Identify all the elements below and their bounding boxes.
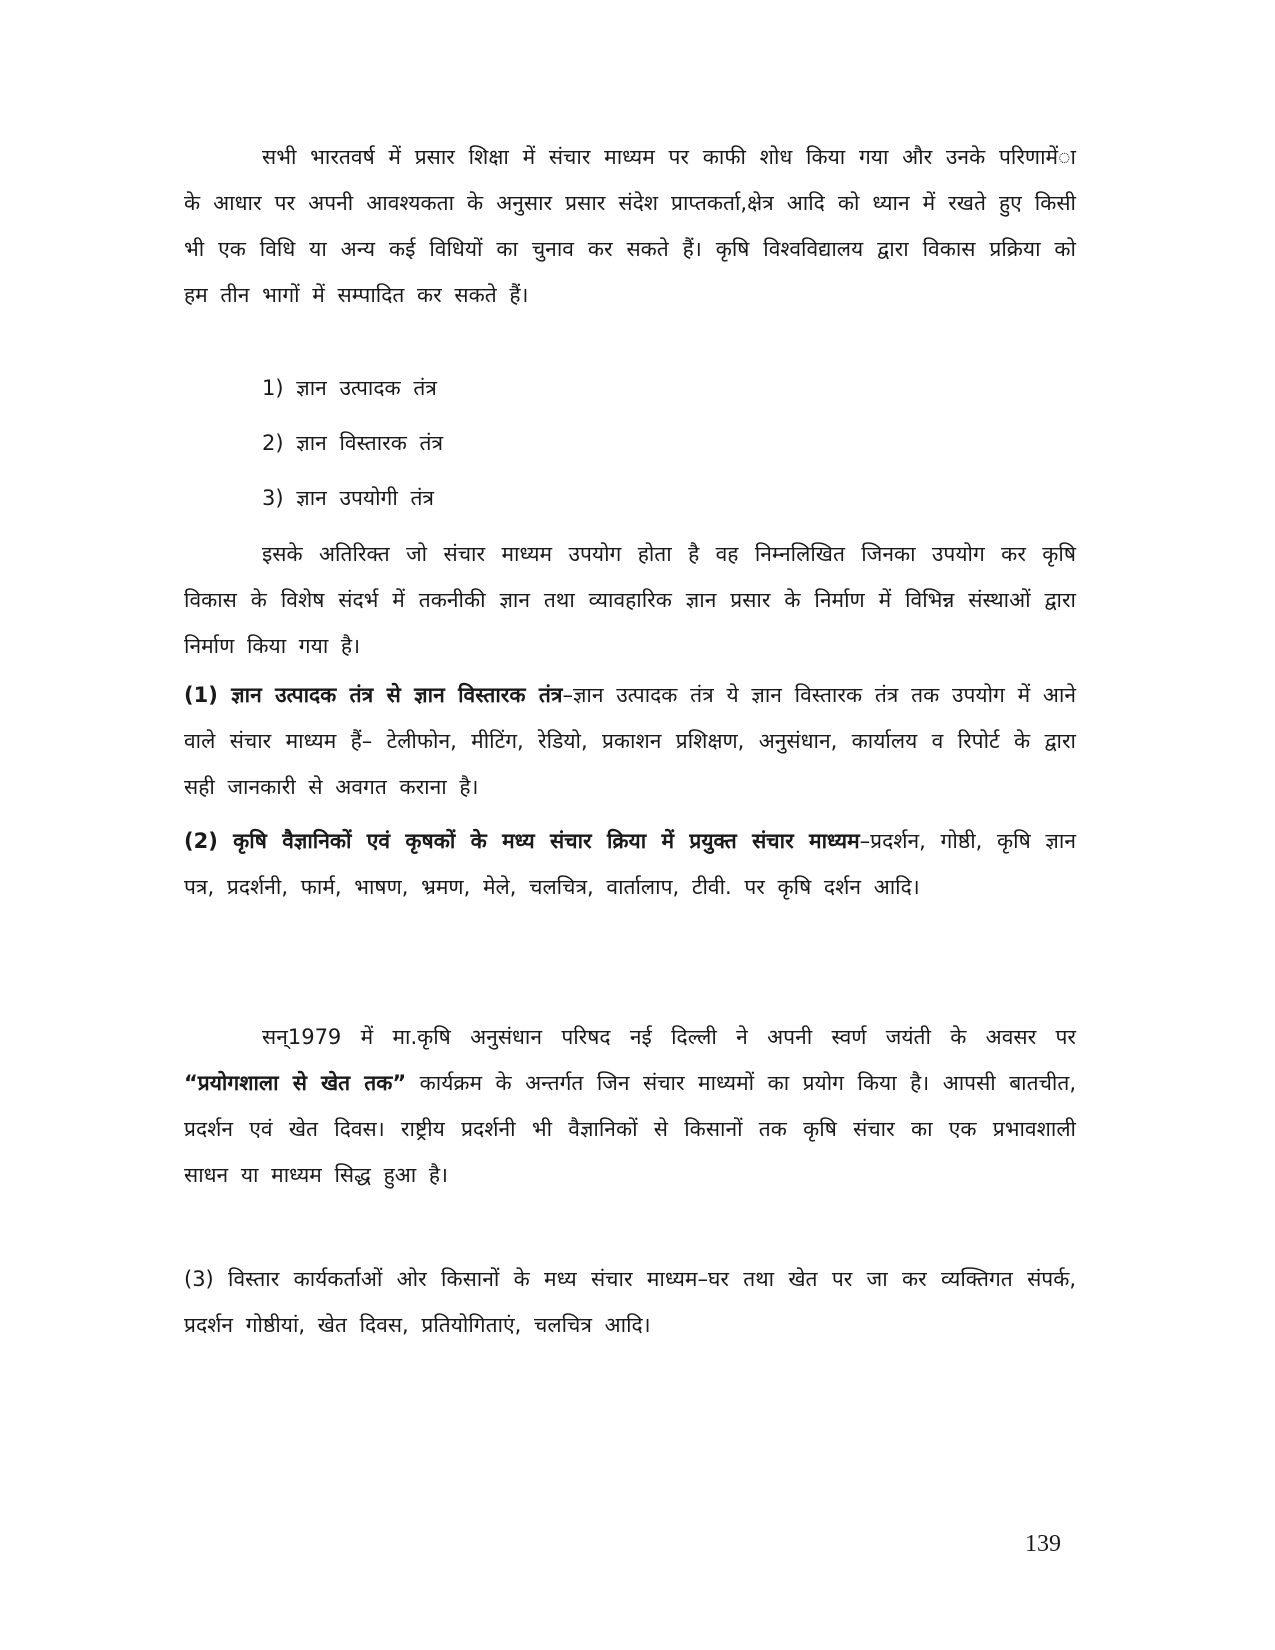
additional-paragraph: इसके अतिरिक्त जो संचार माध्यम उपयोग होता है वह निम्नलिखित जिनका उपयोग कर कृषि विकास के विशेष संदर्भ में तकनीकी ज्ञान तथा व्यावहारिक ज्ञान प्रसार के निर्माण में विभिन्न संस्थाओं द्वारा निर्माण किया गया है। bbox=[184, 542, 1076, 658]
intro-paragraph: सभी भारतवर्ष में प्रसार शिक्षा में संचार माध्यम पर काफी शोध किया गया और उनके परिणामेंा के आधार पर अपनी आवश्यकता के अनुसार प्रसार संदेश प्राप्तकर्ता,क्षेत्र आदि को ध्यान में रखते हुए किसी भी एक विधि या अन्य कई विधियों का चुनाव कर सकते हैं। कृषि विश्वविद्यालय द्वारा विकास प्रक्रिया को हम तीन भागों में सम्पादित कर सकते हैं। bbox=[184, 145, 1076, 307]
page-number: 139 bbox=[1025, 1531, 1061, 1557]
point-2-heading: (2) कृषि वैज्ञानिकों एवं कृषकों के मध्य संचार क्रिया में प्रयुक्त संचार माध्यम bbox=[184, 829, 860, 853]
list-item: 2) ज्ञान विस्तारक तंत्र bbox=[262, 431, 444, 455]
point-2-paragraph bbox=[184, 818, 1076, 910]
list-item: 1) ज्ञान उत्पादक तंत्र bbox=[262, 376, 437, 400]
year-1979-text-b: कार्यक्रम के अन्तर्गत जिन संचार माध्यमों का प्रयोग किया है। आपसी बातचीत, प्रदर्शन एवं खेत दिवस। राष्ट्रीय प्रदर्शनी भी वैज्ञानिकों से किसानों तक कृषि संचार का एक प्रभावशाली साधन या माध्यम सिद्ध हुआ है। bbox=[184, 1071, 1077, 1187]
point-1-paragraph bbox=[184, 672, 1076, 810]
point-2-body: –प्रदर्शन, गोष्ठी, कृषि ज्ञान पत्र, प्रदर्शनी, फार्म, भाषण, भ्रमण, मेले, चलचित्र, वार्तालाप, टीवी. पर कृषि दर्शन आदि। bbox=[184, 829, 1076, 899]
point-1-body: –ज्ञान उत्पादक तंत्र ये ज्ञान विस्तारक तंत्र तक उपयोग में आने वाले संचार माध्यम हैं– टेलीफोन, मीटिंग, रेडियो, प्रकाशन प्रशिक्षण, अनुसंधान, कार्यालय व रिपोर्ट के द्वारा सही जानकारी से अवगत कराना है। bbox=[184, 683, 1076, 799]
list-item: 3) ज्ञान उपयोगी तंत्र bbox=[262, 486, 435, 510]
year-1979-text-a: सन्1979 में मा.कृषि अनुसंधान परिषद नई दिल्ली ने अपनी स्वर्ण जयंती के अवसर पर bbox=[262, 1025, 1076, 1049]
year-1979-paragraph bbox=[184, 1014, 1076, 1198]
program-title: “प्रयोगशाला से खेत तक” bbox=[184, 1071, 407, 1095]
point-3-paragraph: (3) विस्तार कार्यकर्ताओं ओर किसानों के मध्य संचार माध्यम–घर तथा खेत पर जा कर व्यक्तिगत संपर्क, प्रदर्शन गोष्ठीयां, खेत दिवस, प्रतियोगिताएं, चलचित्र आदि। bbox=[184, 1267, 1076, 1337]
point-1-heading: (1) ज्ञान उत्पादक तंत्र से ज्ञान विस्तारक तंत्र bbox=[184, 683, 563, 707]
